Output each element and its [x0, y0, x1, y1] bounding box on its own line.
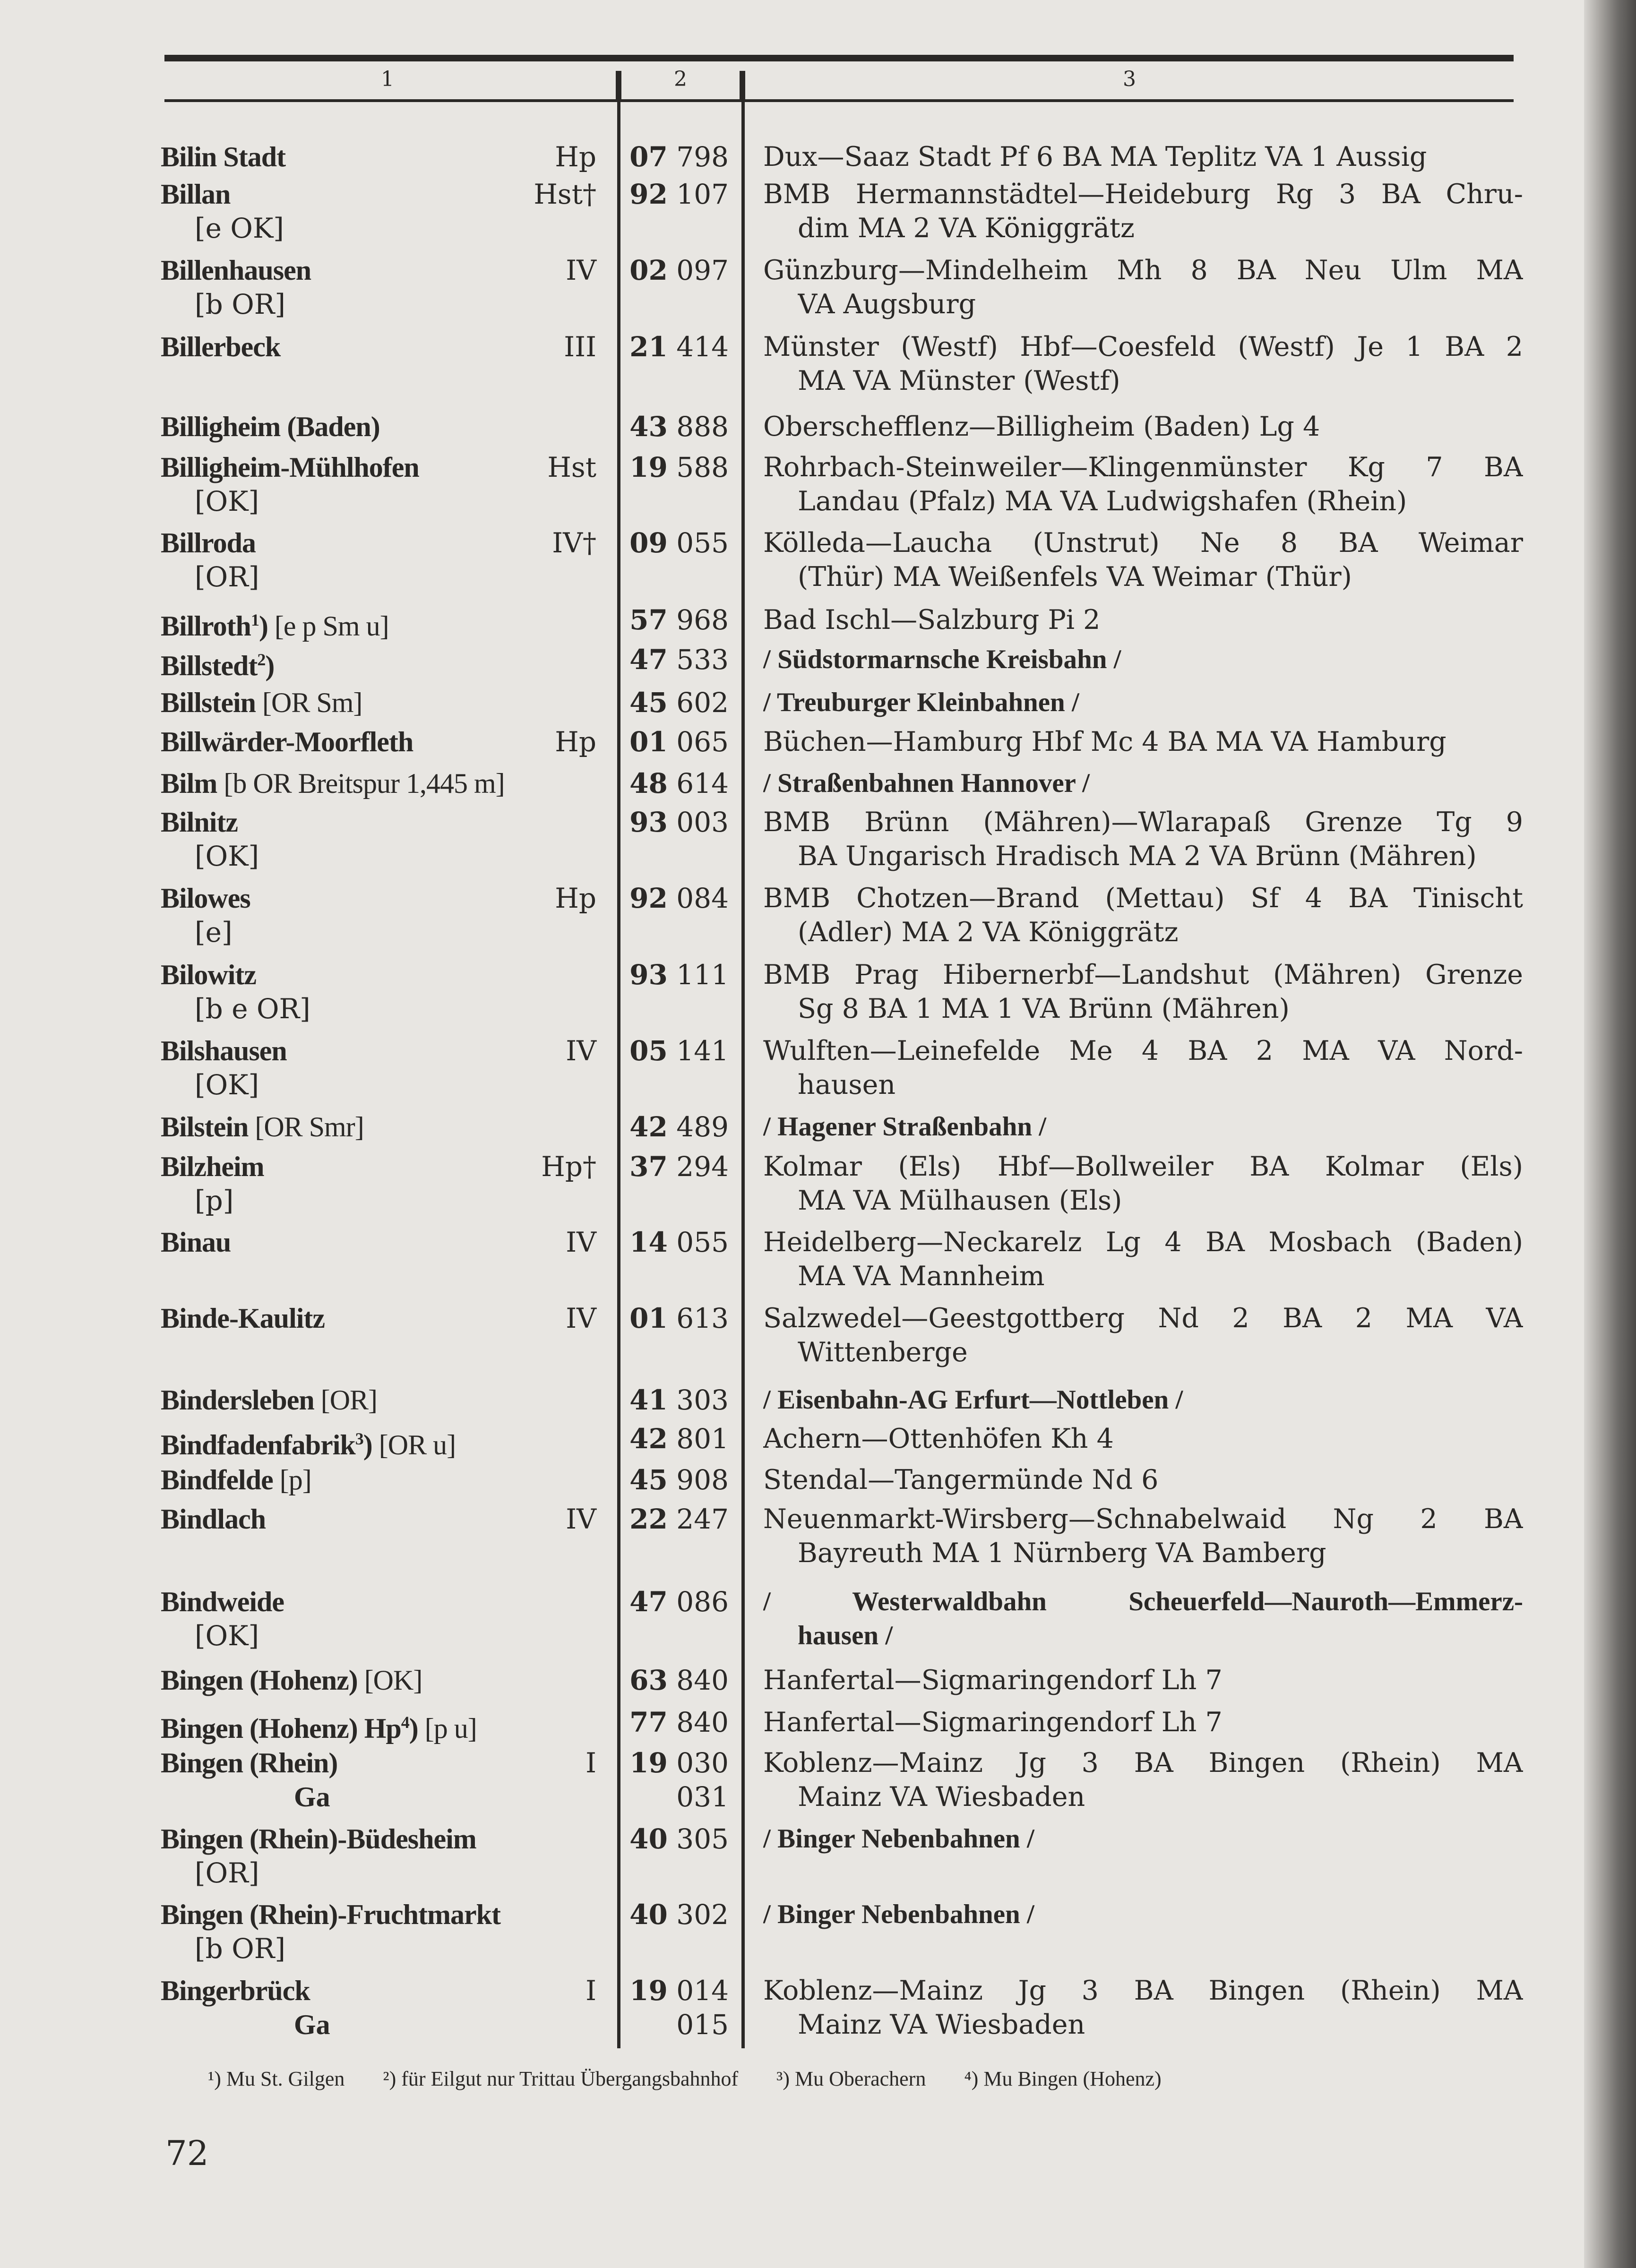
- station-name: Bilzheim: [161, 1151, 264, 1182]
- footnote-4: ⁴) Mu Bingen (Hohenz): [964, 2067, 1162, 2090]
- entry-line: [0, 1383, 1636, 1417]
- entry-line: [0, 1184, 1636, 1218]
- entry-line: [0, 1150, 1636, 1184]
- station-code-prefix: 41: [629, 1384, 668, 1416]
- route-text: / Westerwaldbahn Scheuerfeld—Nauroth—Emmerz-: [763, 1587, 1523, 1616]
- footnote-1: ¹) Mu St. Gilgen: [208, 2067, 345, 2090]
- station-code-prefix: 77: [629, 1706, 668, 1738]
- table-row: [0, 1422, 1636, 1460]
- route-text: Koblenz—Mainz Jg 3 BA Bingen (Rhein) MA: [763, 1747, 1523, 1778]
- station-name: Bingen (Rhein)-Fruchtmarkt: [161, 1899, 500, 1930]
- table-row: [0, 410, 1636, 444]
- entry-line: [0, 1536, 1636, 1570]
- entry-line: [0, 410, 1636, 444]
- route-text: MA VA Mannheim: [798, 1261, 1045, 1292]
- station-code-prefix: 14: [629, 1226, 668, 1258]
- route-text: Oberschefflenz—Billigheim (Baden) Lg 4: [763, 411, 1320, 442]
- station-code-prefix: 02: [629, 254, 668, 286]
- station-note: [e]: [195, 916, 232, 948]
- station-note: [p]: [273, 1464, 311, 1495]
- station-class: IV: [566, 254, 596, 286]
- table-row: [0, 603, 1636, 642]
- table-row: [0, 1746, 1636, 1814]
- entry-line: [0, 1932, 1636, 1966]
- station-code-prefix: 47: [629, 1586, 668, 1618]
- station-code: 43 888: [629, 411, 729, 443]
- header-separator-2: [740, 71, 745, 100]
- station-code: 42 489: [629, 1111, 729, 1143]
- table-row: [0, 725, 1636, 759]
- route-text: Salzwedel—Geestgottberg Nd 2 BA 2 MA VA: [763, 1303, 1523, 1334]
- route-text: MA VA Mülhausen (Els): [798, 1185, 1122, 1216]
- route-text: Günzburg—Mindelheim Mh 8 BA Neu Ulm MA: [763, 255, 1523, 286]
- table-row: [0, 1585, 1636, 1653]
- table-row: [0, 766, 1636, 800]
- entry-line: [0, 1585, 1636, 1619]
- entry-line: [0, 1502, 1636, 1536]
- route-text: hausen /: [798, 1621, 893, 1650]
- entry-line: [0, 1856, 1636, 1890]
- station-code: 19 014: [629, 1975, 729, 2007]
- station-note: [OK]: [195, 1069, 259, 1101]
- station-name: Bilowitz: [161, 959, 256, 990]
- entry-line: [0, 1619, 1636, 1653]
- table-row: [0, 330, 1636, 398]
- route-text: dim MA 2 VA Königgrätz: [798, 213, 1135, 244]
- route-text: BA Ungarisch Hradisch MA 2 VA Brünn (Mähren): [798, 841, 1477, 872]
- station-code: 19 030: [629, 1747, 729, 1779]
- station-name: Bingerbrück: [161, 1975, 310, 2006]
- station-code-prefix: 19: [629, 1747, 668, 1779]
- station-code-prefix: 43: [629, 411, 668, 443]
- station-class: Hp: [555, 726, 596, 758]
- table-row: [0, 1225, 1636, 1293]
- station-class: Hst†: [534, 178, 596, 210]
- station-code: 40 305: [629, 1823, 729, 1855]
- entry-line: [0, 643, 1636, 681]
- station-code: 40 302: [629, 1899, 729, 1931]
- route-text: Münster (Westf) Hbf—Coesfeld (Westf) Je 1 BA 2: [763, 331, 1523, 362]
- station-name: Bilshausen: [161, 1035, 287, 1066]
- station-name: Bindersleben [OR]: [161, 1384, 378, 1416]
- station-code-secondary: 015: [676, 2009, 729, 2041]
- station-name: Bindfelde [p]: [161, 1464, 311, 1495]
- station-code: 48 614: [629, 767, 729, 799]
- station-name: Billroth$^1$) [e p Sm u]: [161, 610, 389, 642]
- station-note: [OR u]: [372, 1429, 456, 1460]
- station-code-prefix: 19: [629, 451, 668, 483]
- footnote-marker: 2: [257, 650, 266, 669]
- entry-line: [0, 915, 1636, 949]
- station-class: IV: [566, 1035, 596, 1067]
- station-code: 63 840: [629, 1664, 729, 1696]
- footnotes: [208, 2065, 1531, 2093]
- station-name: Bilm [b OR Breitspur 1,445 m]: [161, 768, 505, 799]
- station-note: [b OR]: [195, 1933, 286, 1965]
- station-code-prefix: 42: [629, 1423, 668, 1455]
- station-code-prefix: 19: [629, 1975, 668, 2007]
- route-text: BMB Chotzen—Brand (Mettau) Sf 4 BA Tinischt: [763, 883, 1523, 914]
- station-name: Billstedt$^2$): [161, 650, 275, 681]
- route-text: Bad Ischl—Salzburg Pi 2: [763, 604, 1101, 636]
- route-text: Hanfertal—Sigmaringendorf Lh 7: [763, 1707, 1223, 1738]
- entry-line: [0, 1301, 1636, 1335]
- footnote-3: ³) Mu Oberachern: [776, 2067, 926, 2090]
- station-code: 57 968: [629, 604, 729, 636]
- station-note: [b OR Breitspur 1,445 m]: [217, 768, 505, 799]
- route-text: Landau (Pfalz) MA VA Ludwigshafen (Rhein): [798, 486, 1407, 517]
- station-code: 22 247: [629, 1503, 729, 1535]
- station-name: Billan: [161, 179, 231, 210]
- station-code-prefix: 93: [629, 959, 668, 991]
- station-code-prefix: 93: [629, 806, 668, 838]
- page-number: 72: [165, 2133, 209, 2173]
- station-code: 93 003: [629, 806, 729, 838]
- station-code: 21 414: [629, 331, 729, 363]
- entry-line: [0, 881, 1636, 915]
- station-class: Hp: [555, 882, 596, 914]
- station-code-prefix: 09: [629, 527, 668, 559]
- table-row: [0, 1301, 1636, 1369]
- station-note: [OK]: [195, 840, 259, 872]
- station-code: 47 086: [629, 1586, 729, 1618]
- table-row: [0, 1822, 1636, 1890]
- table-row: [0, 140, 1636, 174]
- route-text: / Hagener Straßenbahn /: [763, 1112, 1047, 1142]
- station-name: Bingen (Rhein): [161, 1747, 338, 1778]
- entry-line: [0, 603, 1636, 642]
- goods-station-label: Ga: [294, 2009, 330, 2040]
- station-code-secondary: 031: [676, 1781, 729, 1813]
- table-row: [0, 526, 1636, 594]
- route-text: / Südstormarnsche Kreisbahn /: [763, 644, 1121, 674]
- station-note: [OR Sm]: [256, 687, 362, 718]
- station-class: I: [586, 1747, 596, 1779]
- entry-line: [0, 1705, 1636, 1744]
- table-row: [0, 1663, 1636, 1697]
- station-code: 07 798: [629, 141, 729, 173]
- station-name: Bilin Stadt: [161, 141, 286, 172]
- route-text: Sg 8 BA 1 MA 1 VA Brünn (Mähren): [798, 993, 1290, 1024]
- station-code-prefix: 22: [629, 1503, 668, 1535]
- table-row: [0, 686, 1636, 720]
- station-class: IV: [566, 1226, 596, 1258]
- route-text: MA VA Münster (Westf): [798, 365, 1120, 396]
- entry-line: [0, 287, 1636, 321]
- entry-line: [0, 1068, 1636, 1102]
- station-name: Billroda: [161, 527, 256, 558]
- entry-line: [0, 1898, 1636, 1932]
- station-name: Bilstein [OR Smr]: [161, 1111, 364, 1143]
- station-code-prefix: 48: [629, 767, 668, 799]
- station-class: III: [564, 331, 596, 363]
- station-code-prefix: 07: [629, 141, 668, 173]
- route-text: Rohrbach-Steinweiler—Klingenmünster Kg 7 BA: [763, 452, 1523, 483]
- station-code: 01 065: [629, 726, 729, 758]
- route-text: Mainz VA Wiesbaden: [798, 1781, 1085, 1813]
- station-code-prefix: 57: [629, 604, 668, 636]
- entry-line: [0, 526, 1636, 560]
- station-name: Bindweide: [161, 1586, 284, 1617]
- entry-line: [0, 958, 1636, 992]
- station-name: Billerbeck: [161, 331, 281, 362]
- station-note: [OR]: [195, 1857, 259, 1889]
- station-name: Binau: [161, 1227, 231, 1258]
- entry-line: [0, 1422, 1636, 1460]
- route-text: Mainz VA Wiesbaden: [798, 2009, 1085, 2040]
- table-row: [0, 1383, 1636, 1417]
- route-text: Kölleda—Laucha (Unstrut) Ne 8 BA Weimar: [763, 527, 1523, 558]
- station-code: 41 303: [629, 1384, 729, 1416]
- route-text: hausen: [798, 1069, 896, 1100]
- entry-line: [0, 1259, 1636, 1293]
- station-code-prefix: 45: [629, 1464, 668, 1496]
- entry-line: [0, 1822, 1636, 1856]
- table-row: [0, 1034, 1636, 1102]
- station-code: 93 111: [629, 959, 729, 991]
- station-name: Billstein [OR Sm]: [161, 687, 362, 718]
- header-rule: [164, 55, 1514, 61]
- route-text: Koblenz—Mainz Jg 3 BA Bingen (Rhein) MA: [763, 1975, 1523, 2006]
- entry-line: [0, 686, 1636, 720]
- route-text: (Adler) MA 2 VA Königgrätz: [798, 917, 1179, 948]
- station-code: 37 294: [629, 1151, 729, 1183]
- station-code: 19 588: [629, 451, 729, 483]
- station-code: 01 613: [629, 1302, 729, 1334]
- station-name: Billenhausen: [161, 255, 311, 286]
- station-name: Bindfadenfabrik$^3$) [OR u]: [161, 1429, 456, 1460]
- station-class: Hst: [547, 451, 596, 483]
- station-class: IV†: [552, 527, 596, 559]
- entry-line: [0, 725, 1636, 759]
- entry-line: [0, 1746, 1636, 1780]
- table-row: [0, 177, 1636, 245]
- station-note: [OK]: [357, 1665, 422, 1696]
- entry-line: [0, 805, 1636, 839]
- entry-line: [0, 766, 1636, 800]
- header-underline: [164, 99, 1514, 102]
- entry-line: [0, 253, 1636, 287]
- station-note: [b e OR]: [195, 993, 310, 1025]
- station-name: Billwärder-Moorfleth: [161, 726, 413, 757]
- table-row: [0, 1110, 1636, 1144]
- station-name: Bilnitz: [161, 807, 238, 838]
- station-note: [OR]: [314, 1384, 378, 1416]
- entry-line: [0, 450, 1636, 484]
- entry-line: [0, 1974, 1636, 2008]
- route-text: BMB Hermannstädtel—Heideburg Rg 3 BA Chru-: [763, 179, 1523, 210]
- station-class: IV: [566, 1302, 596, 1334]
- station-code-prefix: 01: [629, 726, 668, 758]
- station-name: Billigheim (Baden): [161, 411, 380, 442]
- station-code-prefix: 37: [629, 1151, 668, 1183]
- station-code-prefix: 47: [629, 644, 668, 676]
- station-name: Bindlach: [161, 1503, 266, 1535]
- route-text: Hanfertal—Sigmaringendorf Lh 7: [763, 1665, 1223, 1696]
- header-separator-1: [616, 71, 621, 100]
- route-text: Kolmar (Els) Hbf—Bollweiler BA Kolmar (Els): [763, 1151, 1523, 1182]
- station-code-prefix: 92: [629, 882, 668, 914]
- station-name: Billigheim-Mühlhofen: [161, 452, 419, 483]
- station-code-prefix: 45: [629, 687, 668, 719]
- station-code: 02 097: [629, 254, 729, 286]
- station-code-prefix: 21: [629, 331, 668, 363]
- entry-line: [0, 1335, 1636, 1369]
- entry-line: [0, 1463, 1636, 1497]
- footnote-marker: 1: [250, 610, 259, 629]
- route-text: Achern—Ottenhöfen Kh 4: [763, 1423, 1114, 1454]
- station-note: [OK]: [195, 485, 259, 517]
- entry-line: [0, 839, 1636, 873]
- table-row: [0, 1502, 1636, 1570]
- route-text: / Straßenbahnen Hannover /: [763, 768, 1090, 798]
- table-row: [0, 1898, 1636, 1966]
- route-text: VA Augsburg: [798, 289, 976, 320]
- entry-line: [0, 177, 1636, 211]
- footnote-marker: 3: [355, 1429, 363, 1448]
- station-note: [OK]: [195, 1620, 259, 1652]
- station-code: 09 055: [629, 527, 729, 559]
- column-header-2: 2: [674, 67, 687, 91]
- entry-line: [0, 1663, 1636, 1697]
- table-row: [0, 1974, 1636, 2042]
- station-note: [p u]: [418, 1713, 477, 1744]
- route-text: / Treuburger Kleinbahnen /: [763, 687, 1079, 717]
- route-text: Dux—Saaz Stadt Pf 6 BA MA Teplitz VA 1 Aussig: [763, 141, 1427, 172]
- station-code: 05 141: [629, 1035, 729, 1067]
- station-class: Hp: [555, 141, 596, 173]
- route-text: Bayreuth MA 1 Nürnberg VA Bamberg: [798, 1538, 1326, 1569]
- station-code-prefix: 01: [629, 1302, 668, 1334]
- station-note: [b OR]: [195, 288, 286, 320]
- route-text: Heidelberg—Neckarelz Lg 4 BA Mosbach (Baden): [763, 1227, 1523, 1258]
- route-text: BMB Brünn (Mähren)—Wlarapaß Grenze Tg 9: [763, 807, 1523, 838]
- route-text: Neuenmarkt-Wirsberg—Schnabelwaid Ng 2 BA: [763, 1503, 1523, 1535]
- station-code-prefix: 63: [629, 1664, 668, 1696]
- station-code-prefix: 92: [629, 178, 668, 210]
- station-class: IV: [566, 1503, 596, 1535]
- entry-line: [0, 484, 1636, 518]
- route-text: Büchen—Hamburg Hbf Mc 4 BA MA VA Hamburg: [763, 726, 1447, 757]
- goods-station-label: Ga: [294, 1781, 330, 1813]
- table-row: [0, 1705, 1636, 1744]
- station-code-prefix: 05: [629, 1035, 668, 1067]
- table-row: [0, 450, 1636, 518]
- station-note: [OR]: [195, 561, 259, 593]
- station-code: 92 084: [629, 882, 729, 914]
- station-class: I: [586, 1975, 596, 2007]
- entry-line: [0, 211, 1636, 245]
- footnote-2: ²) für Eilgut nur Trittau Übergangsbahnhof: [383, 2067, 739, 2090]
- entry-line: [0, 364, 1636, 398]
- route-text: / Binger Nebenbahnen /: [763, 1899, 1034, 1929]
- station-code-prefix: 40: [629, 1899, 668, 1931]
- station-code: 14 055: [629, 1226, 729, 1258]
- table-row: [0, 881, 1636, 949]
- station-name: Bingen (Hohenz) [OK]: [161, 1665, 422, 1696]
- entry-line: [0, 330, 1636, 364]
- table-row: [0, 253, 1636, 321]
- station-class: Hp†: [541, 1151, 596, 1183]
- station-code: 47 533: [629, 644, 729, 676]
- entry-line: [0, 992, 1636, 1026]
- entry-line: [0, 1780, 1636, 1814]
- station-code: 77 840: [629, 1706, 729, 1738]
- station-code: 42 801: [629, 1423, 729, 1455]
- table-row: [0, 1463, 1636, 1497]
- station-note: [OR Smr]: [248, 1111, 364, 1143]
- station-code: 92 107: [629, 178, 729, 210]
- table-row: [0, 805, 1636, 873]
- station-note: [e p Sm u]: [267, 610, 389, 642]
- station-code-prefix: 42: [629, 1111, 668, 1143]
- station-name: Bilowes: [161, 883, 250, 914]
- entry-line: [0, 560, 1636, 594]
- route-text: Stendal—Tangermünde Nd 6: [763, 1464, 1159, 1495]
- entry-line: [0, 1034, 1636, 1068]
- station-code: 45 602: [629, 687, 729, 719]
- route-text: / Binger Nebenbahnen /: [763, 1824, 1034, 1854]
- column-header-3: 3: [1123, 67, 1136, 91]
- route-text: / Eisenbahn-AG Erfurt—Nottleben /: [763, 1385, 1183, 1415]
- station-name: Binde-Kaulitz: [161, 1303, 325, 1334]
- entry-line: [0, 1110, 1636, 1144]
- station-name: Bingen (Hohenz) Hp$^4$) [p u]: [161, 1713, 477, 1744]
- route-text: Wulften—Leinefelde Me 4 BA 2 MA VA Nord-: [763, 1035, 1523, 1066]
- footnote-marker: 4: [401, 1713, 409, 1732]
- entry-line: [0, 140, 1636, 174]
- station-name: Bingen (Rhein)-Büdesheim: [161, 1823, 476, 1855]
- entry-line: [0, 2008, 1636, 2042]
- column-header-1: 1: [381, 67, 394, 91]
- route-text: Wittenberge: [798, 1337, 968, 1368]
- table-row: [0, 643, 1636, 681]
- route-text: BMB Prag Hibernerbf—Landshut (Mähren) Grenze: [763, 959, 1523, 990]
- station-note: [p]: [195, 1185, 234, 1217]
- entry-line: [0, 1225, 1636, 1259]
- table-row: [0, 958, 1636, 1026]
- station-note: [e OK]: [195, 212, 284, 244]
- station-code-prefix: 40: [629, 1823, 668, 1855]
- station-code: 45 908: [629, 1464, 729, 1496]
- route-text: (Thür) MA Weißenfels VA Weimar (Thür): [798, 561, 1352, 593]
- table-row: [0, 1150, 1636, 1218]
